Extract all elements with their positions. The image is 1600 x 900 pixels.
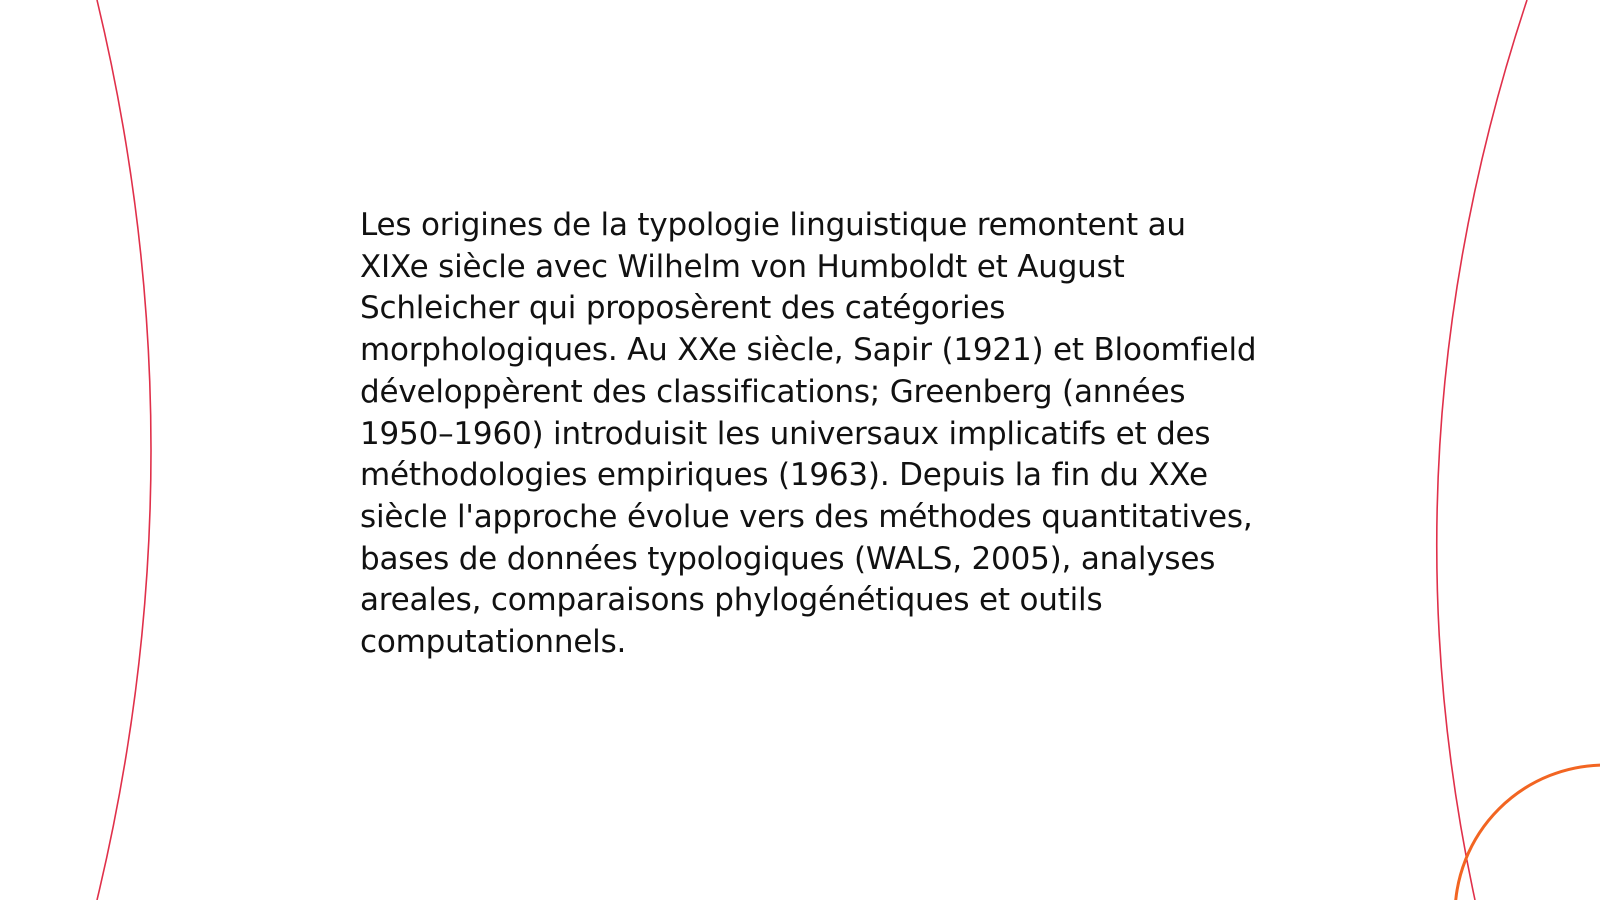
left-arc-line — [97, 0, 151, 900]
slide-paragraph: Les origines de la typologie linguistique remontent au XIXe siècle avec Wilhelm von Humboldt et August Schleicher qui proposèrent des catégories morphologiques. Au XXe siècle, Sapir (1921) et Bloomfield développèrent des classifications; Greenberg (années 1950–1960) introduisit les universaux implicatifs et des méthodologies empiriques (1963). Depuis la fin du XXe siècle l'approche évolue vers des méthodes quantitatives, bases de données typologiques (WALS, 2005), analyses areales, comparaisons phylogénétiques et outils computationnels. — [360, 207, 1257, 661]
right-arc-line — [1437, 0, 1527, 900]
corner-circle-outline — [1455, 765, 1600, 900]
